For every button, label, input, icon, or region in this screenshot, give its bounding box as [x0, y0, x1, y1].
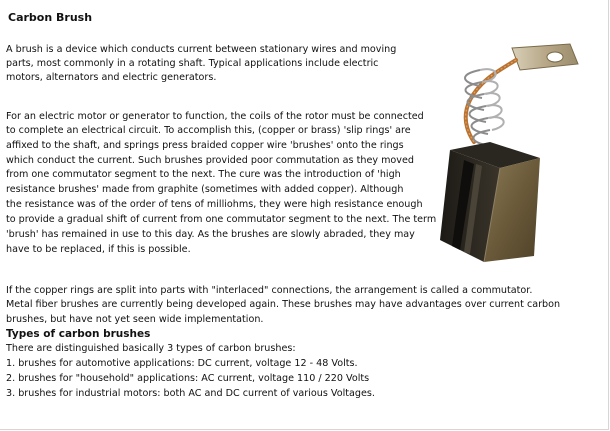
carbon-block	[440, 142, 540, 262]
paragraph-3-line-3: brushes, but have not yet seen wide implementation.	[6, 314, 264, 325]
paragraph-2-line-9: 'brush' has remained in use to this day. As the brushes are slowly abraded, they may	[6, 229, 415, 240]
types-intro: There are distinguished basically 3 types of carbon brushes:	[6, 343, 296, 354]
types-list-item-2: 2. brushes for "household" applications: AC current, voltage 110 / 220 Volts	[6, 373, 370, 384]
paragraph-1-line-2: parts, most commonly in a rotating shaft. Typical applications include electric	[6, 58, 379, 69]
types-list-item-1: 1. brushes for automotive applications: DC current, voltage 12 - 48 Volts.	[6, 358, 358, 369]
paragraph-2-line-4: which conduct the current. Such brushes provided poor commutation as they moved	[6, 155, 414, 166]
paragraph-2-line-10: have to be replaced, if this is possible.	[6, 244, 191, 255]
paragraph-1-line-3: motors, alternators and electric generators.	[6, 72, 217, 83]
paragraph-2-line-3: affixed to the shaft, and springs press braided copper wire 'brushes' onto the rings	[6, 140, 404, 151]
copper-terminal	[512, 44, 578, 70]
types-list-item-3: 3. brushes for industrial motors: both AC and DC current of various Voltages.	[6, 388, 375, 399]
paragraph-3-line-1: If the copper rings are split into parts with "interlaced" connections, the arrangement is called a commutator.	[6, 285, 533, 296]
paragraph-2-line-8: to provide a gradual shift of current from one commutator segment to the next. The term	[6, 214, 437, 225]
paragraph-2-line-7: the resistance was of the order of tens of milliohms, they were high resistance enough	[6, 199, 423, 210]
paragraph-2-line-2: to complete an electrical circuit. To accomplish this, (copper or brass) 'slip rings' are	[6, 125, 411, 136]
paragraph-3-line-2: Metal fiber brushes are currently being developed again. These brushes may have advantages over current carbon	[6, 299, 561, 310]
types-heading: Types of carbon brushes	[6, 328, 151, 340]
carbon-brush-image	[420, 30, 605, 270]
paragraph-2-line-1: For an electric motor or generator to function, the coils of the rotor must be connected	[6, 111, 424, 122]
page-title: Carbon Brush	[8, 11, 93, 24]
paragraph-2-line-5: from one commutator segment to the next. The cure was the introduction of 'high	[6, 169, 401, 180]
paragraph-2-line-6: resistance brushes' made from graphite (sometimes with added copper). Although	[6, 184, 404, 195]
paragraph-1-line-1: A brush is a device which conducts current between stationary wires and moving	[6, 44, 397, 55]
